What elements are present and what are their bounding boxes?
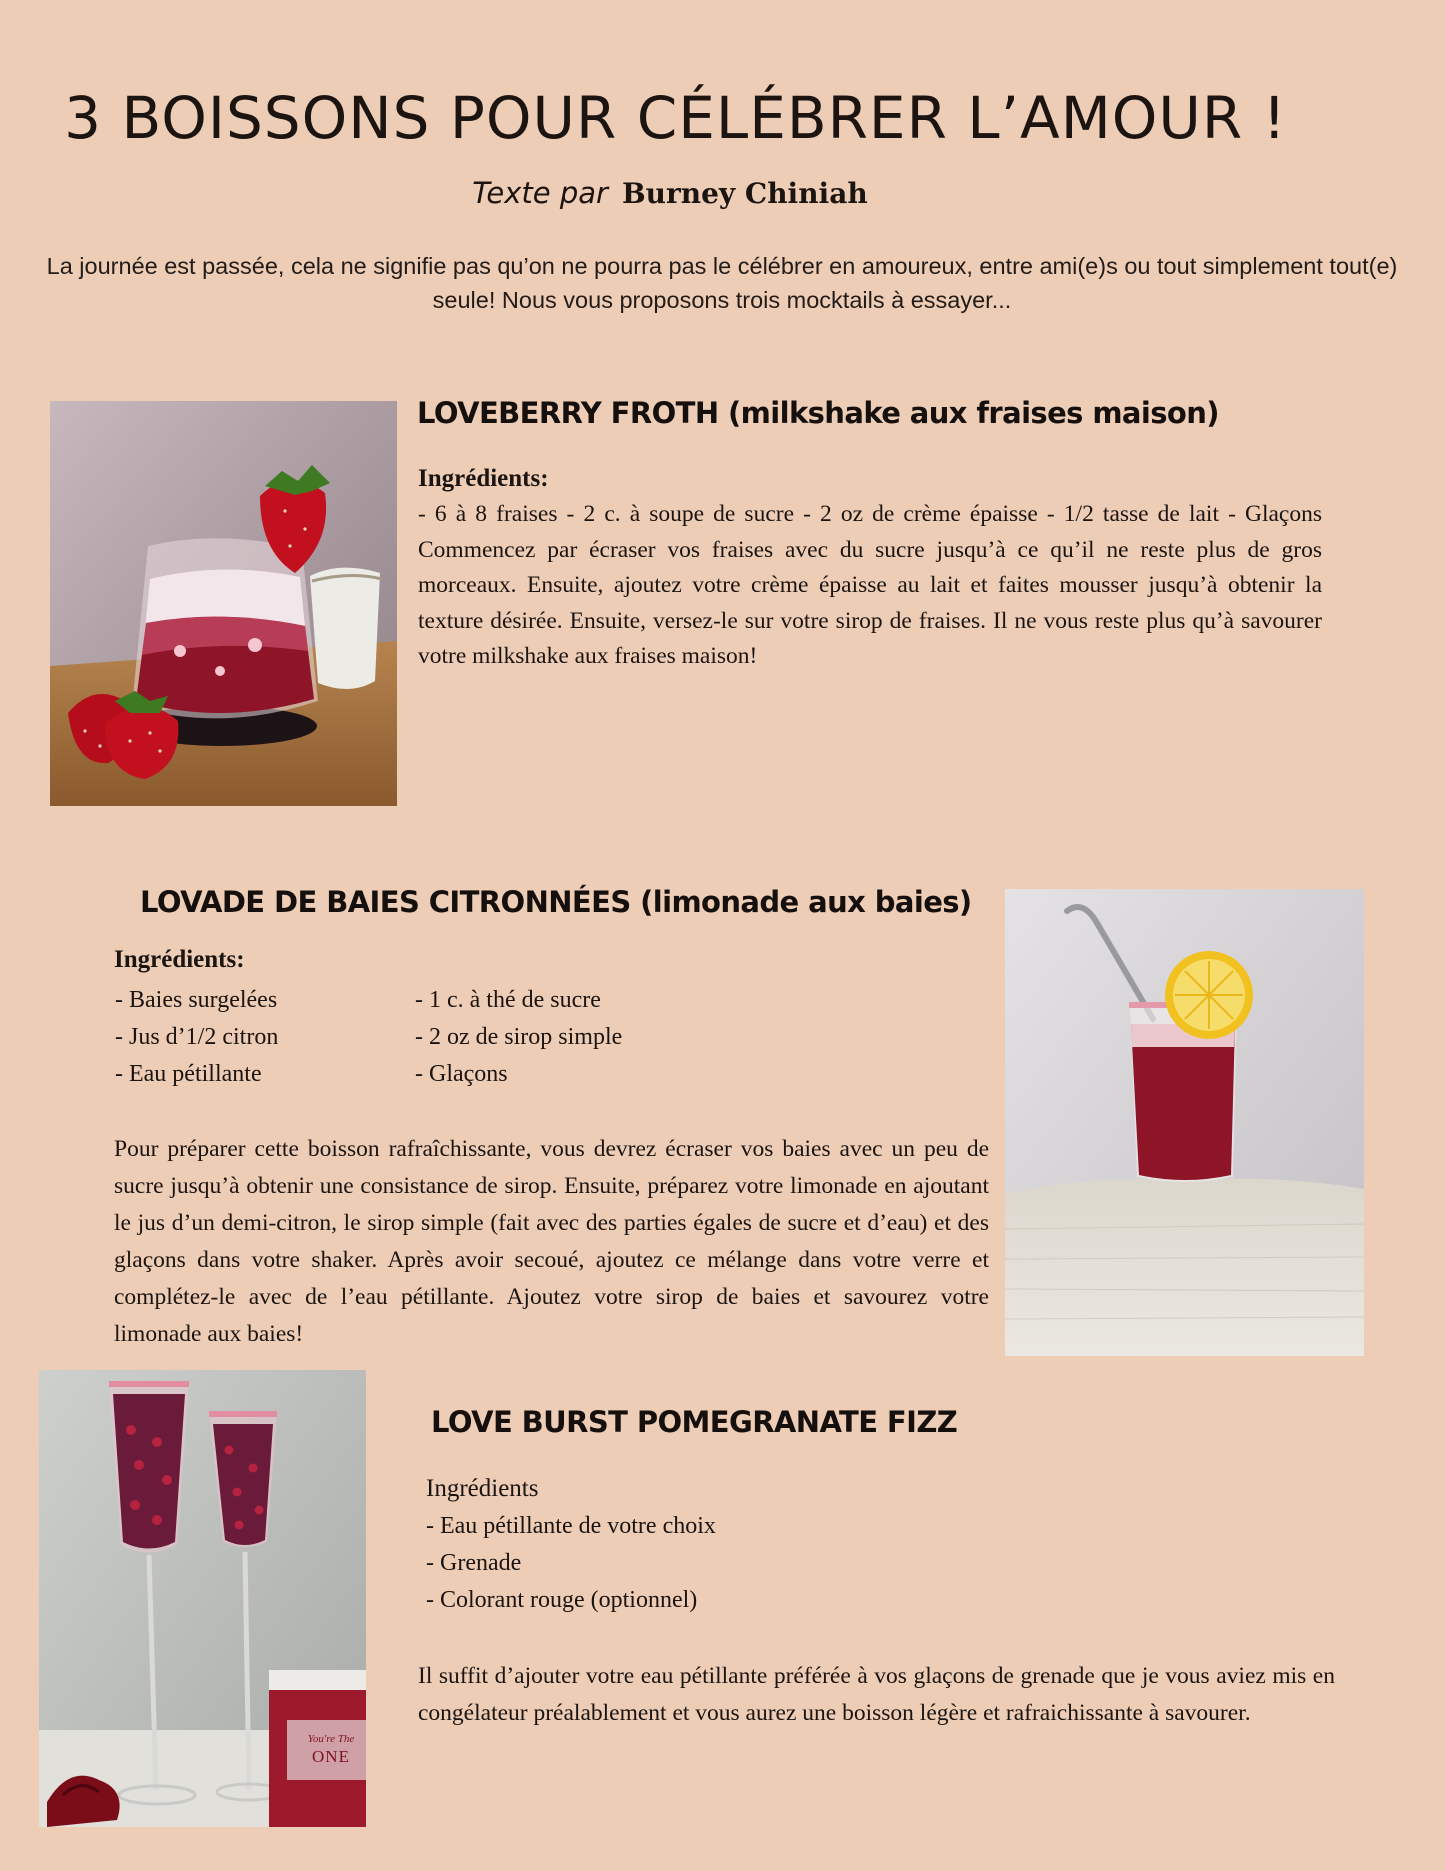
candle-label xyxy=(297,1734,365,1765)
list-item: - Glaçons xyxy=(415,1061,508,1087)
recipe-2-body: Pour préparer cette boisson rafraîchissante, vous devrez écraser vos baies avec un peu de sucre jusqu’à obtenir une consistance de sirop. Ensuite, préparez votre limonade en ajoutant le jus d’un demi-citron, le sirop simple (fait avec des parties égales de sucre et d’eau) et des glaçons dans votre shaker. Après avoir secoué, ajoutez ce mélange dans votre verre et complétez-le avec de l’eau pétillante. Ajoutez votre sirop de baies et savourez votre limonade aux baies! xyxy=(114,1136,989,1347)
list-item: - Eau pétillante xyxy=(115,1061,262,1087)
candle-label-line-2: ONE xyxy=(312,1747,350,1766)
recipe-3-body: Il suffit d’ajouter votre eau pétillante préférée à vos glaçons de grenade que je vous aviez mis en congélateur préalablement et vous aurez une boisson légère et rafraichissante à savourer. xyxy=(418,1663,1335,1726)
author-name: Burney Chiniah xyxy=(621,177,868,210)
recipe-1-body: - 6 à 8 fraises - 2 c. à soupe de sucre - 2 oz de crème épaisse - 1/2 tasse de lait - Glaçons Commencez par écraser vos fraises avec du sucre jusqu’à ce qu’il ne reste plus de gros morceaux. Ensuite, ajoutez votre crème épaisse au lait et faites mousser jusqu’à obtenir la texture désirée. Ensuite, versez-le sur votre sirop de fraises. Il ne vous reste plus qu’à savourer votre milkshake aux fraises maison! xyxy=(418,501,1322,669)
milkshake-photo xyxy=(50,401,397,806)
list-item: - Eau pétillante de votre choix xyxy=(426,1513,716,1539)
pomegranate-fizz-photo xyxy=(39,1370,366,1827)
recipe-3-ingredients xyxy=(426,1508,926,1619)
byline xyxy=(0,176,1445,210)
recipe-3-ingredients-label: Ingrédients xyxy=(426,1475,539,1502)
list-item: - Grenade xyxy=(426,1550,522,1576)
recipe-2-ingredients-col1 xyxy=(115,982,395,1093)
recipe-2-ingredients-col2 xyxy=(415,982,715,1093)
candle-label-line-1: You're The xyxy=(307,1733,355,1745)
intro-paragraph: La journée est passée, cela ne signifie pas qu’on ne pourra pas le célébrer en amoureux, entre ami(e)s ou tout simplement tout(e) seule! Nous vous proposons trois mocktails à essayer... xyxy=(46,253,1398,313)
list-item: - 1 c. à thé de sucre xyxy=(415,987,601,1013)
recipe-1-title: LOVEBERRY FROTH (milkshake aux fraises maison) xyxy=(417,396,1219,430)
recipe-1-ingredients-label: Ingrédients: xyxy=(418,465,549,492)
list-item: - 2 oz de sirop simple xyxy=(415,1024,623,1050)
page-title: 3 BOISSONS POUR CÉLÉBRER L’AMOUR ! xyxy=(64,84,1287,152)
list-item: - Jus d’1/2 citron xyxy=(115,1024,279,1050)
list-item: - Baies surgelées xyxy=(115,987,278,1013)
recipe-2-ingredients-label: Ingrédients: xyxy=(114,946,245,973)
recipe-3-title: LOVE BURST POMEGRANATE FIZZ xyxy=(431,1405,958,1439)
byline-prefix: Texte par xyxy=(472,176,608,210)
recipe-2-title: LOVADE DE BAIES CITRONNÉES (limonade aux baies) xyxy=(140,885,972,919)
list-item: - Colorant rouge (optionnel) xyxy=(426,1587,698,1613)
lemonade-photo xyxy=(1005,889,1364,1356)
